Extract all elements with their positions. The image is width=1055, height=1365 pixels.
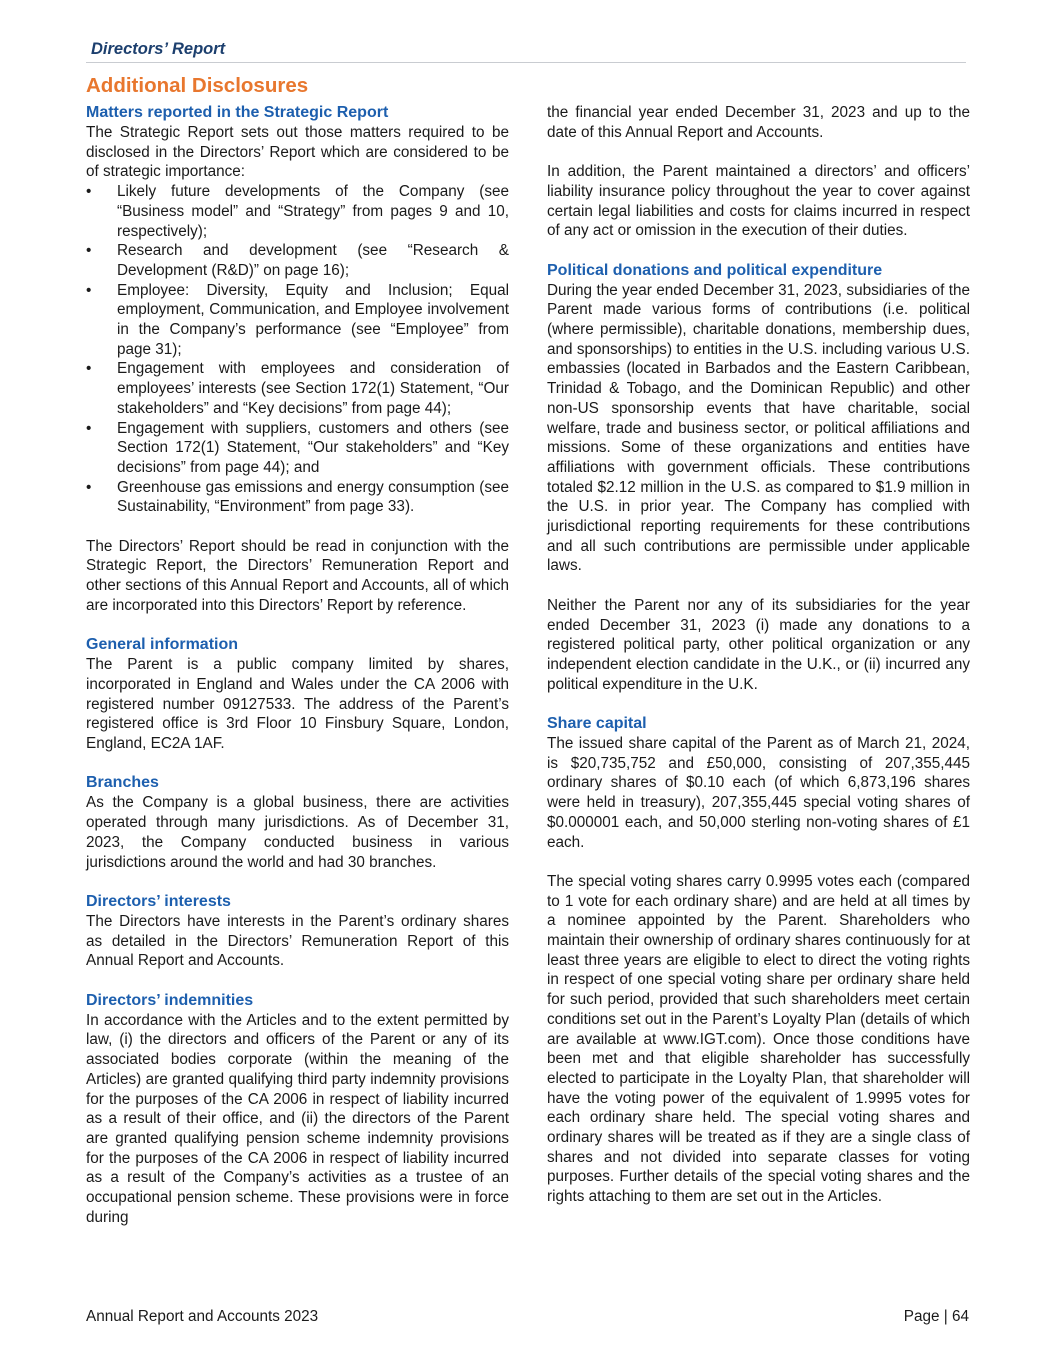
- branches-text: As the Company is a global business, there are activities operated through many jurisdictions. As of December 31, 2023, the Company conducted business in various jurisdictions around the world and had 30 branches.: [86, 794, 509, 871]
- share-capital-heading: Share capital: [547, 715, 647, 733]
- indemnities-heading: Directors’ indemnities: [86, 991, 254, 1009]
- strategic-heading: Matters reported in the Strategic Report: [86, 104, 389, 121]
- page-title: Additional Disclosures: [86, 74, 309, 97]
- political-text-2: Neither the Parent nor any of its subsidiaries for the year ended December 31, 2023 (i) made any donations to a registered political party, other political organization or any independent election candidate in the U.K., or (ii) incurred any political expenditure in the U.K.: [547, 596, 970, 693]
- page-header: [86, 40, 966, 63]
- general-heading: General information: [86, 636, 239, 654]
- political-heading: Political donations and political expenditure: [547, 261, 883, 279]
- left-column: [86, 103, 509, 1227]
- indemnities-text: In accordance with the Articles and to the extent permitted by law, (i) the directors and officers of the Parent or any of its associated bodies corporate (within the meaning of the Articles) are granted qualifying third party indemnity provisions for the purposes of the CA 2006 in respect of liability incurred as a result of their office, and (ii) the directors of the Parent are granted qualifying pension scheme indemnity provisions for the purposes of the CA 2006 in respect of liability incurred as a result of the Company’s activities as a trustee of an occupational pension scheme. These provisions were in force during: [86, 1011, 509, 1226]
- insurance-text: In addition, the Parent maintained a directors’ and officers’ liability insurance policy throughout the year to cover against certain legal liabilities and costs for claims incurred in respect of any act or omission in the execution of their duties.: [547, 163, 970, 240]
- share-capital-text-2: The special voting shares carry 0.9995 votes each (compared to 1 vote for each ordinary share) and are held at all times by a nominee appointed by the Parent. Shareholders who maintain their ownership of ordinary shares continuously for at least three years are eligible to elect to direct the voting rights in respect of one special voting share per ordinary share held for such period, provided that such shareholders meet certain conditions set out in the Parent’s Loyalty Plan (details of which are available at www.IGT.com). Once those conditions have been met and that eligible shareholder has successfully elected to participate in the Loyalty Plan, that shareholder will have the voting power of the equivalent of 1.9995 votes for each ordinary share held. The special voting shares and ordinary shares will be treated as if they are a single class of shares and not divided into separate classes for voting purposes. Further details of the special voting shares and the rights attaching to them are set out in the Articles.: [547, 872, 970, 1206]
- interests-heading: Directors’ interests: [86, 892, 231, 910]
- list-item: • Greenhouse gas emissions and energy consumption (see Sustainability, “Environment” from page 33).: [86, 478, 509, 517]
- interests-text: The Directors have interests in the Parent’s ordinary shares as detailed in the Directors’ Remuneration Report of this Annual Report and Accounts.: [86, 912, 509, 970]
- list-item: • Engagement with suppliers, customers and others (see Section 172(1) Statement, “Our stakeholders” and “Key decisions” from page 44); and: [86, 419, 509, 478]
- list-item: • Employee: Diversity, Equity and Inclusion; Equal employment, Communication, and Employee involvement in the Company’s performance (see “Employee” from page 31);: [86, 281, 509, 360]
- header-title: Directors’ Report: [91, 40, 226, 58]
- footer-report-title: Annual Report and Accounts 2023: [86, 1308, 319, 1325]
- strategic-closing: The Directors’ Report should be read in conjunction with the Strategic Report, the Directors’ Remuneration Report and other sections of this Annual Report and Accounts, all of which are incorporated into this Directors’ Report by reference.: [86, 537, 509, 614]
- list-item: • Engagement with employees and consideration of employees’ interests (see Section 172(1) Statement, “Our stakeholders” and “Key decisions” from page 44);: [86, 359, 509, 418]
- share-capital-text-1: The issued share capital of the Parent as of March 21, 2024, is $20,735,752 and £50,000, consisting of 207,355,445 ordinary shares of $0.10 each (of which 6,873,196 shares were held in treasury), 207,355,445 special voting shares of $0.000001 each, and 50,000 sterling non-voting shares of £1 each.: [547, 735, 970, 851]
- right-column: [547, 103, 970, 1207]
- footer-page-number: Page | 64: [903, 1308, 969, 1325]
- strategic-intro: The Strategic Report sets out those matters required to be disclosed in the Directors’ Report which are considered to be of strategic importance:: [86, 124, 509, 181]
- list-item: • Research and development (see “Research & Development (R&D)” on page 16);: [86, 241, 509, 280]
- branches-heading: Branches: [86, 774, 159, 792]
- indemnities-continued: the financial year ended December 31, 2023 and up to the date of this Annual Report and Accounts.: [547, 104, 970, 141]
- general-text: The Parent is a public company limited by shares, incorporated in England and Wales under the CA 2006 with registered number 09127533. The address of the Parent’s registered office is 3rd Floor 10 Finsbury Square, London, England, EC2A 1AF.: [86, 656, 509, 753]
- list-item: • Likely future developments of the Company (see “Business model” and “Strategy” from pages 9 and 10, respectively);: [86, 182, 509, 241]
- strategic-list: [86, 182, 509, 517]
- political-text-1: During the year ended December 31, 2023, subsidiaries of the Parent made various forms of contributions (i.e. political (where permissible), charitable donations, membership dues, and sponsorships) to entities in the U.S. including various U.S. embassies (located in Barbados and the Eastern Caribbean, Trinidad & Tobago, and the Dominican Republic) and other non-US sponsorship events that have charitable, social welfare, trade and business sector, or political affiliations and missions. Some of these organizations and entities have affiliations with government officials. These contributions totaled $2.12 million in the U.S. as compared to $1.9 million in the U.S. in prior year. The Company has complied with jurisdictional reporting requirements for these contributions and all such contributions are permissible under applicable laws.: [547, 281, 970, 575]
